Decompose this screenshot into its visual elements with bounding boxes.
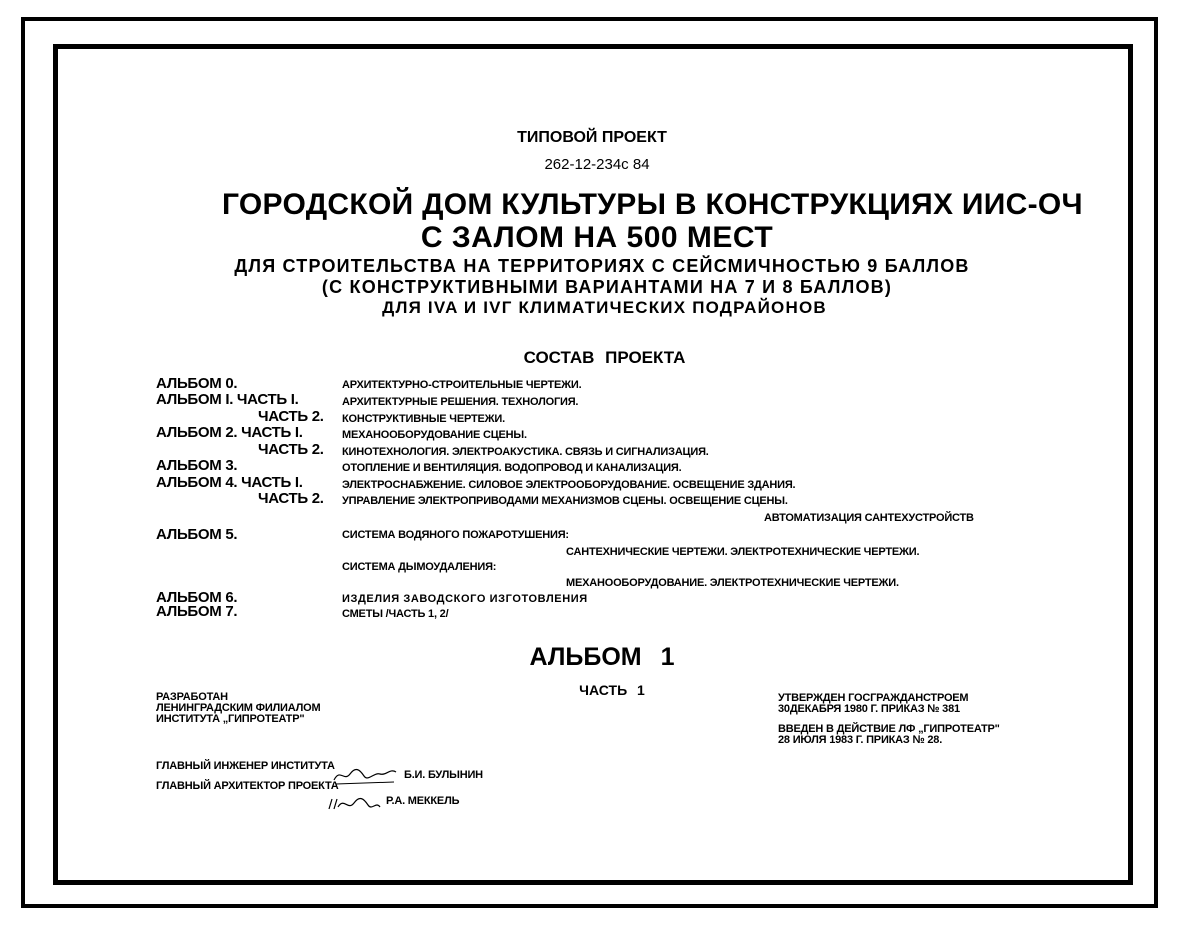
composition-text-14: СМЕТЫ /ЧАСТЬ 1, 2/ [342,608,449,620]
composition-text-13: ИЗДЕЛИЯ ЗАВОДСКОГО ИЗГОТОВЛЕНИЯ [342,593,588,605]
composition-label-7: ЧАСТЬ 2. [258,490,324,507]
chief-architect-label: ГЛАВНЫЙ АРХИТЕКТОР ПРОЕКТА [156,780,339,792]
composition-label-2: ЧАСТЬ 2. [258,408,324,425]
composition-heading: СОСТАВ ПРОЕКТА [523,348,686,367]
composition-label-4: ЧАСТЬ 2. [258,441,324,458]
composition-text-6: ЭЛЕКТРОСНАБЖЕНИЕ. СИЛОВОЕ ЭЛЕКТРООБОРУДОВАНИЕ. ОСВЕЩЕНИЕ ЗДАНИЯ. [342,479,796,491]
developer-line3: ИНСТИТУТА „ГИПРОТЕАТР" [156,713,305,725]
composition-text-8: АВТОМАТИЗАЦИЯ САНТЕХУСТРОЙСТВ [764,512,974,524]
composition-text-4: КИНОТЕХНОЛОГИЯ. ЭЛЕКТРОАКУСТИКА. СВЯЗЬ И СИГНАЛИЗАЦИЯ. [342,446,709,458]
composition-label-9: АЛЬБОМ 5. [156,526,238,543]
developer-line1: РАЗРАБОТАН [156,691,228,703]
developer-line2: ЛЕНИНГРАДСКИМ ФИЛИАЛОМ [156,702,321,714]
approval-line3: ВВЕДЕН В ДЕЙСТВИЕ ЛФ „ГИПРОТЕАТР" [778,723,1000,735]
chief-engineer-label: ГЛАВНЫЙ ИНЖЕНЕР ИНСТИТУТА [156,760,335,772]
composition-label-6: АЛЬБОМ 4. ЧАСТЬ I. [156,474,303,491]
composition-label-14: АЛЬБОМ 7. [156,603,238,620]
album-part: ЧАСТЬ 1 [579,682,645,698]
composition-label-13: АЛЬБОМ 6. [156,589,238,606]
composition-text-7: УПРАВЛЕНИЕ ЭЛЕКТРОПРИВОДАМИ МЕХАНИЗМОВ СЦЕНЫ. ОСВЕЩЕНИЕ СЦЕНЫ. [342,495,788,507]
project-number: 262-12-234с 84 [544,156,650,173]
page-title-line2: С ЗАЛОМ НА 500 МЕСТ [420,221,774,254]
subtitle-line1: ДЛЯ СТРОИТЕЛЬСТВА НА ТЕРРИТОРИЯХ С СЕЙСМИЧНОСТЬЮ 9 БАЛЛОВ [234,256,970,276]
composition-label-1: АЛЬБОМ I. ЧАСТЬ I. [156,391,299,408]
page-title: ГОРОДСКОЙ ДОМ КУЛЬТУРЫ В КОНСТРУКЦИЯХ ИИС-ОЧ [222,188,1083,221]
subtitle-line3: ДЛЯ IVA И IVГ КЛИМАТИЧЕСКИХ ПОДРАЙОНОВ [382,298,827,317]
composition-text-12: МЕХАНООБОРУДОВАНИЕ. ЭЛЕКТРОТЕХНИЧЕСКИЕ ЧЕРТЕЖИ. [566,577,899,589]
composition-text-5: ОТОПЛЕНИЕ И ВЕНТИЛЯЦИЯ. ВОДОПРОВОД И КАНАЛИЗАЦИЯ. [342,462,682,474]
chief-architect-signature [326,795,382,815]
album-title: АЛЬБОМ 1 [529,643,675,671]
chief-engineer-name: Б.И. БУЛЫНИН [404,769,483,781]
composition-text-9: СИСТЕМА ВОДЯНОГО ПОЖАРОТУШЕНИЯ: [342,529,569,541]
composition-label-5: АЛЬБОМ 3. [156,457,238,474]
chief-engineer-signature [330,762,400,788]
composition-label-0: АЛЬБОМ 0. [156,375,238,392]
project-type: ТИПОВОЙ ПРОЕКТ [517,129,667,146]
composition-text-2: КОНСТРУКТИВНЫЕ ЧЕРТЕЖИ. [342,413,505,425]
composition-text-3: МЕХАНООБОРУДОВАНИЕ СЦЕНЫ. [342,429,527,441]
composition-label-3: АЛЬБОМ 2. ЧАСТЬ I. [156,424,303,441]
approval-line2: 30ДЕКАБРЯ 1980 Г. ПРИКАЗ № 381 [778,703,960,715]
approval-line4: 28 ИЮЛЯ 1983 Г. ПРИКАЗ № 28. [778,734,943,746]
approval-line1: УТВЕРЖДЕН ГОСГРАЖДАНСТРОЕМ [778,692,969,704]
composition-text-11: СИСТЕМА ДЫМОУДАЛЕНИЯ: [342,561,497,573]
composition-text-1: АРХИТЕКТУРНЫЕ РЕШЕНИЯ. ТЕХНОЛОГИЯ. [342,396,579,408]
composition-text-10: САНТЕХНИЧЕСКИЕ ЧЕРТЕЖИ. ЭЛЕКТРОТЕХНИЧЕСКИЕ ЧЕРТЕЖИ. [566,546,920,558]
chief-architect-name: Р.А. МЕККЕЛЬ [386,795,460,807]
subtitle-line2: (С КОНСТРУКТИВНЫМИ ВАРИАНТАМИ НА 7 И 8 БАЛЛОВ) [321,277,893,297]
composition-text-0: АРХИТЕКТУРНО-СТРОИТЕЛЬНЫЕ ЧЕРТЕЖИ. [342,379,582,391]
